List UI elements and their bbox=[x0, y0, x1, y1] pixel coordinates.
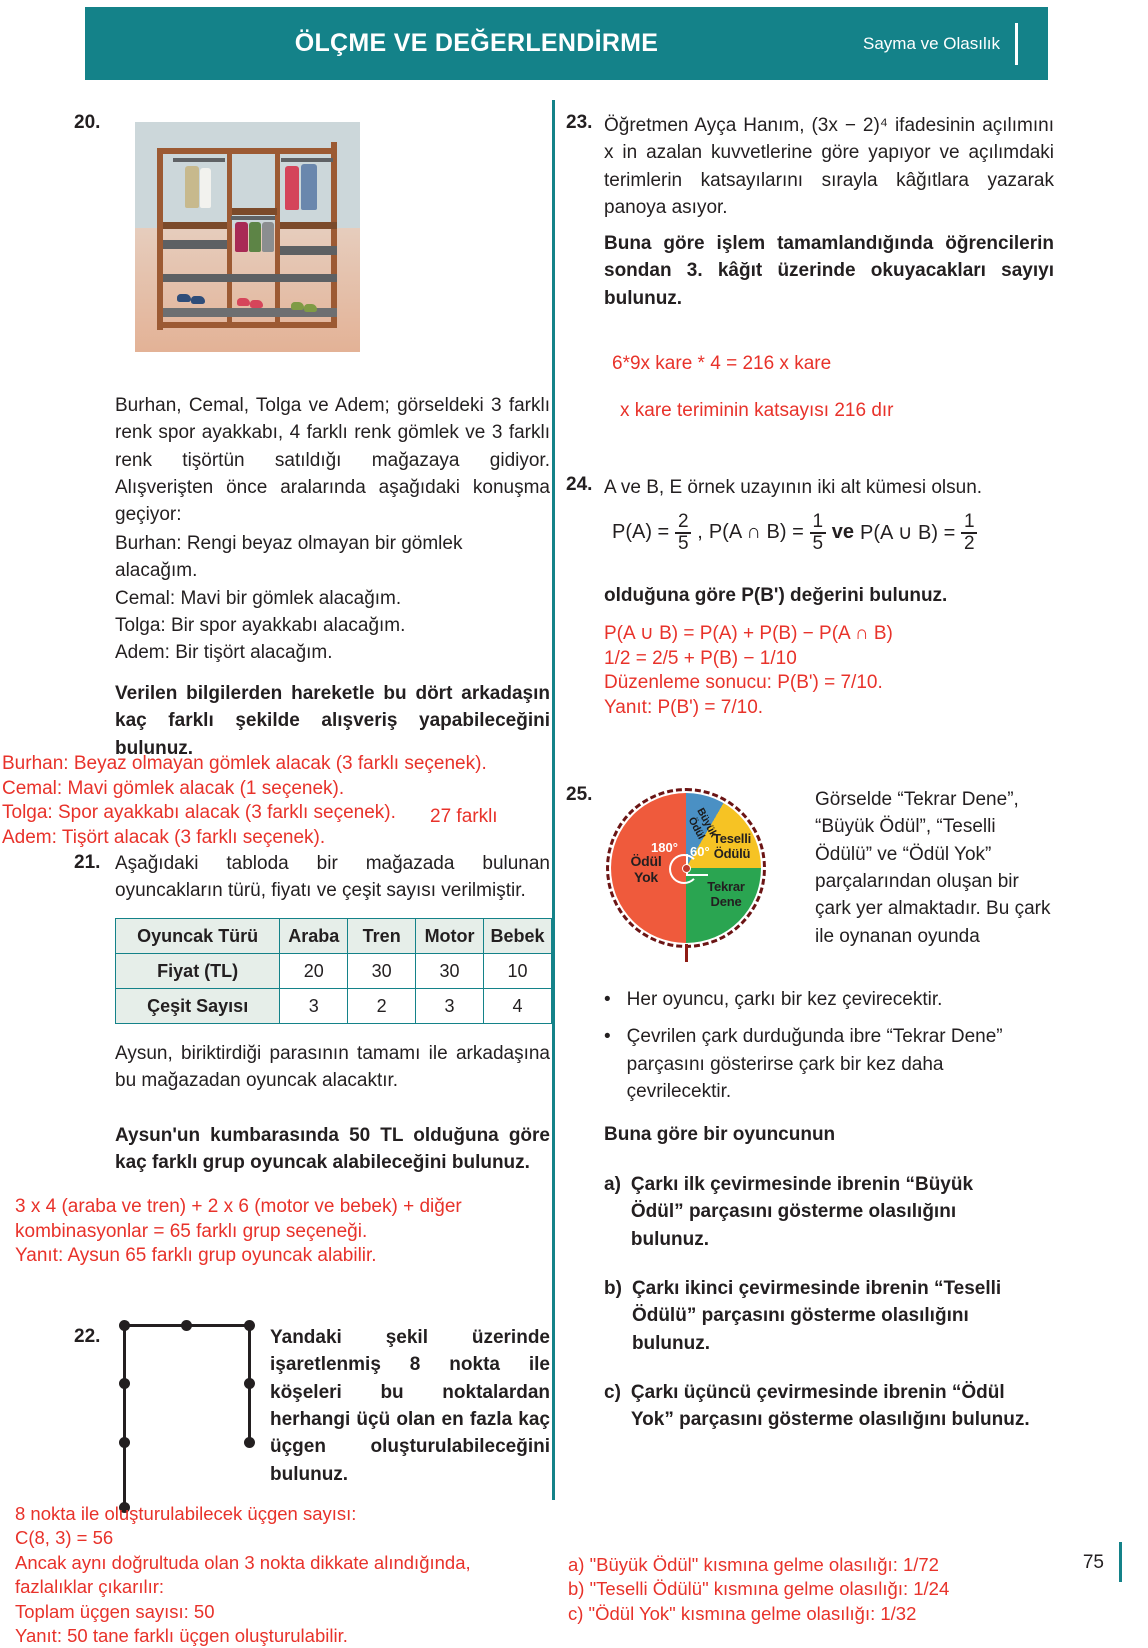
formula-pcap-label: P(A ∩ B) = bbox=[708, 521, 804, 544]
question-22-answer-line: C(8, 3) = 56 bbox=[15, 1527, 114, 1549]
question-22-answer-line: fazlalıklar çıkarılır: bbox=[15, 1576, 165, 1598]
item-text: Çarkı ilk çevirmesinde ibrenin “Büyük Ödül” parçasını gösterme olasılığını bulunuz. bbox=[630, 1173, 974, 1250]
table-row-header: Fiyat (TL) bbox=[116, 954, 280, 989]
item-text: Çarkı ikinci çevirmesinde ibrenin “Teselli Ödülü” parçasını gösterme olasılığını bulunuz. bbox=[631, 1277, 1002, 1354]
question-20-dialog-line: Tolga: Bir spor ayakkabı alacağım. bbox=[115, 615, 406, 637]
bullet-text: Her oyuncu, çarkı bir kez çevirecektir. bbox=[626, 989, 943, 1010]
spinner-needle bbox=[685, 944, 688, 962]
question-20-dialog-line: Cemal: Mavi bir gömlek alacağım. bbox=[115, 587, 402, 609]
fraction-numerator: 1 bbox=[963, 511, 975, 532]
question-22-number: 22. bbox=[74, 1326, 101, 1347]
question-25-item-a bbox=[604, 1171, 1059, 1253]
figure-left-edge bbox=[123, 1324, 126, 1508]
table-cell-variety: 3 bbox=[280, 989, 348, 1024]
question-25-number: 25. bbox=[566, 784, 593, 805]
question-22-answer-line: Toplam üçgen sayısı: 50 bbox=[15, 1600, 215, 1622]
question-25-lead-in: Buna göre bir oyuncunun bbox=[604, 1124, 836, 1146]
eight-point-figure bbox=[118, 1320, 258, 1510]
spinner-angle-60: 60° bbox=[690, 844, 710, 859]
question-23-number: 23. bbox=[566, 112, 593, 133]
formula-pa-label: P(A) = bbox=[612, 521, 670, 544]
page-title: ÖLÇME VE DEĞERLENDİRME bbox=[294, 29, 659, 57]
question-25-paragraph: Görselde “Tekrar Dene”, “Büyük Ödül”, “Teselli Ödülü” ve “Ödül Yok” parçalarından oluşan bir çark yer almaktadır. Bu çark ile oynanan oyunda bbox=[815, 789, 1051, 947]
question-22-prompt bbox=[270, 1324, 550, 1488]
table-column-header: Motor bbox=[416, 919, 484, 954]
formula-comma: , bbox=[697, 521, 703, 544]
fraction-denominator: 5 bbox=[677, 532, 689, 554]
formula-pcup-label: P(A ∪ B) = bbox=[860, 522, 956, 545]
question-20-answer-line: Cemal: Mavi gömlek alacak (1 seçenek). bbox=[2, 777, 345, 799]
question-22-prompt-text: Yandaki şekil üzerinde işaretlenmiş 8 nokta ile köşeleri bu noktalardan herhangi üçü olan en fazla kaç üçgen oluşturulabileceğini bulunuz. bbox=[270, 1327, 550, 1485]
fraction-denominator: 5 bbox=[812, 532, 824, 554]
question-25-bullet bbox=[604, 986, 1059, 1013]
table-cell-price: 30 bbox=[348, 954, 416, 989]
spinner-slice-label: Ödülü bbox=[713, 845, 751, 861]
figure-point bbox=[119, 1437, 130, 1448]
question-24-prompt: olduğuna göre P(B') değerini bulunuz. bbox=[604, 585, 948, 606]
question-20-answer-line: Tolga: Spor ayakkabı alacak (3 farklı seçenek). bbox=[2, 802, 396, 824]
question-22-answer-line: Yanıt: 50 tane farklı üçgen oluşturulabilir. bbox=[15, 1625, 348, 1647]
table-row-header: Oyuncak Türü bbox=[116, 919, 280, 954]
figure-point bbox=[244, 1378, 255, 1389]
question-24-answer-line: Yanıt: P(B') = 7/10. bbox=[604, 697, 764, 719]
question-24-answer-line: P(A ∪ B) = P(A) + P(B) − P(A ∩ B) bbox=[604, 623, 893, 644]
page-header bbox=[85, 7, 1048, 80]
question-23-answer-line: 6*9x kare * 4 = 216 x kare bbox=[612, 353, 832, 374]
question-25-answer-line: b) "Teselli Ödülü" kısmına gelme olasılığı: 1/24 bbox=[568, 1578, 950, 1600]
question-22-answer-line: Ancak aynı doğrultuda olan 3 nokta dikkate alındığında, bbox=[15, 1551, 471, 1573]
question-24-formula bbox=[612, 512, 977, 553]
question-23-answer-line: x kare teriminin katsayısı 216 dır bbox=[620, 399, 894, 421]
figure-point bbox=[244, 1320, 255, 1331]
question-20-number: 20. bbox=[74, 112, 101, 133]
question-21-answer-line: Yanıt: Aysun 65 farklı grup oyuncak alabilir. bbox=[15, 1245, 377, 1267]
spinner-slice-label: Ödül bbox=[630, 853, 662, 869]
figure-point bbox=[119, 1378, 130, 1389]
question-25-bullet bbox=[604, 1023, 1059, 1105]
question-20-paragraph: Burhan, Cemal, Tolga ve Adem; görseldeki 3 farklı renk spor ayakkabı, 4 farklı renk gömlek ve 3 farklı renk tişörtün satıldığı mağazaya gidiyor. Alışverişten önce aralarında aşağıdaki konuşma geçiyor: bbox=[115, 395, 550, 526]
figure-point bbox=[181, 1320, 192, 1331]
table-cell-variety: 4 bbox=[484, 989, 552, 1024]
question-25-item-c bbox=[604, 1379, 1059, 1434]
question-24-answer-line: Düzenleme sonucu: P(B') = 7/10. bbox=[604, 672, 883, 694]
header-unit-label: Sayma ve Olasılık bbox=[863, 33, 1000, 53]
bullet-icon: • bbox=[604, 989, 611, 1010]
spinner-slice-label: Yok bbox=[633, 868, 659, 885]
table-cell-price: 10 bbox=[484, 954, 552, 989]
table-row bbox=[116, 919, 552, 954]
question-25-item-b bbox=[604, 1275, 1059, 1357]
page-number-rule bbox=[1119, 1542, 1122, 1582]
question-23-prompt: Buna göre işlem tamamlandığında öğrencilerin sondan 3. kâğıt üzerinde okuyacakları sayıyı bulunuz. bbox=[604, 233, 1054, 309]
question-24-answer-line: 1/2 = 2/5 + P(B) − 1/10 bbox=[604, 647, 797, 669]
question-21-paragraph: Aysun, biriktirdiği parasının tamamı ile arkadaşına bu mağazadan oyuncak alacaktır. bbox=[115, 1043, 550, 1092]
table-cell-price: 30 bbox=[416, 954, 484, 989]
table-cell-price: 20 bbox=[280, 954, 348, 989]
table-column-header: Tren bbox=[348, 919, 416, 954]
figure-point bbox=[119, 1320, 130, 1331]
table-column-header: Araba bbox=[280, 919, 348, 954]
spinner-label-odul-yok bbox=[618, 854, 674, 885]
header-divider-rule bbox=[1015, 23, 1018, 65]
spinner-label-teselli-odulu bbox=[702, 832, 762, 861]
fraction-1-2 bbox=[961, 512, 977, 553]
table-row bbox=[116, 954, 552, 989]
fraction-2-5 bbox=[675, 512, 691, 553]
item-text: Çarkı üçüncü çevirmesinde ibrenin “Ödül Yok” parçasını gösterme olasılığını bulunuz. bbox=[630, 1381, 1030, 1431]
bullet-text: Çevrilen çark durduğunda ibre “Tekrar Dene” parçasını gösterirse çark bir kez daha çevrilecektir. bbox=[626, 1026, 1003, 1103]
fraction-1-5 bbox=[810, 512, 826, 553]
question-25-answer-line: c) "Ödül Yok" kısmına gelme olasılığı: 1/32 bbox=[568, 1602, 917, 1624]
item-key: a) bbox=[604, 1173, 621, 1195]
question-20-answer-total: 27 farklı bbox=[430, 806, 498, 827]
question-21-answer-line: kombinasyonlar = 65 farklı grup seçeneği. bbox=[15, 1220, 368, 1242]
question-22-answer-line: 8 nokta ile oluşturulabilecek üçgen sayısı: bbox=[15, 1503, 357, 1524]
question-21-answer-line: 3 x 4 (araba ve tren) + 2 x 6 (motor ve bebek) + diğer bbox=[15, 1196, 462, 1217]
formula-conjunction: ve bbox=[831, 521, 855, 544]
question-20-answer-line: Burhan: Beyaz olmayan gömlek alacak (3 farklı seçenek). bbox=[2, 753, 487, 774]
closet-illustration bbox=[135, 122, 360, 352]
question-21-intro: Aşağıdaki tabloda bir mağazada bulunan oyuncakların türü, fiyatı ve çeşit sayısı verilmiştir. bbox=[115, 853, 550, 902]
fraction-numerator: 2 bbox=[677, 511, 689, 532]
spinner-chart bbox=[606, 788, 766, 968]
question-20-prompt: Verilen bilgilerden hareketle bu dört arkadaşın kaç farklı şekilde alışveriş yapabileceğini bulunuz. bbox=[115, 683, 550, 759]
spinner-slice-label: Büyük Ödül bbox=[685, 806, 720, 842]
question-24-paragraph: A ve B, E örnek uzayının iki alt kümesi olsun. bbox=[604, 477, 983, 498]
table-column-header: Bebek bbox=[484, 919, 552, 954]
question-20-dialog-line: Adem: Bir tişört alacağım. bbox=[115, 642, 333, 664]
table-row bbox=[116, 989, 552, 1024]
spinner-slice-label: Teselli bbox=[712, 831, 752, 846]
spinner-label-tekrar-dene bbox=[696, 880, 756, 909]
table-cell-variety: 2 bbox=[348, 989, 416, 1024]
spinner-slice-label: Dene bbox=[710, 893, 742, 909]
table-cell-variety: 3 bbox=[416, 989, 484, 1024]
fraction-denominator: 2 bbox=[963, 532, 975, 554]
item-key: c) bbox=[604, 1381, 621, 1403]
spinner-hub bbox=[682, 864, 691, 873]
figure-point bbox=[244, 1437, 255, 1448]
spinner-slice-label: Tekrar bbox=[707, 879, 745, 894]
question-23-paragraph: Öğretmen Ayça Hanım, (3x − 2)⁴ ifadesinin açılımını x in azalan kuvvetlerine göre yapıyor ve açılımdaki terimlerin katsayılarını sırayla kâğıtlara yazarak panoya asıyor. bbox=[604, 115, 1054, 219]
toys-table bbox=[115, 918, 552, 1024]
table-row-header: Çeşit Sayısı bbox=[116, 989, 280, 1024]
question-20-dialog-line: Burhan: Rengi beyaz olmayan bir gömlek alacağım. bbox=[115, 533, 463, 582]
question-25-answer-line: a) "Büyük Ödül" kısmına gelme olasılığı: 1/72 bbox=[568, 1554, 939, 1575]
question-24-number: 24. bbox=[566, 474, 593, 495]
fraction-numerator: 1 bbox=[812, 511, 824, 532]
question-21-number: 21. bbox=[74, 852, 101, 873]
spinner-angle-180: 180° bbox=[651, 840, 678, 855]
question-21-prompt: Aysun'un kumbarasında 50 TL olduğuna göre kaç farklı grup oyuncak alabileceğini bulunuz. bbox=[115, 1125, 550, 1174]
page-number: 75 bbox=[1082, 1552, 1104, 1573]
item-key: b) bbox=[604, 1277, 622, 1299]
question-20-answer-line: Adem: Tişört alacak (3 farklı seçenek). bbox=[2, 827, 326, 849]
bullet-icon: • bbox=[604, 1026, 611, 1048]
